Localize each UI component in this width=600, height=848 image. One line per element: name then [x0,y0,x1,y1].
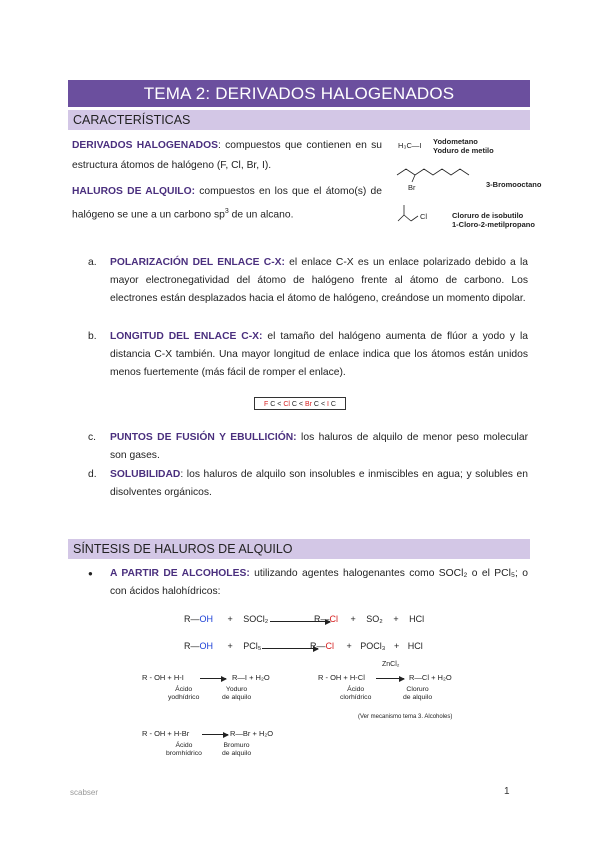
property-text: los haluros de alquilo de menor peso molecular son gases. [110,432,528,461]
list-marker: d. [88,469,97,480]
order-lt2: < [298,401,304,408]
property-solubilidad [88,466,528,502]
page-title: TEMA 2: DERIVADOS HALOGENADOS [68,80,530,107]
bond-length-order [254,397,346,410]
structure-iodomethane-name2: Yoduro de metilo [433,146,494,155]
reaction-socl2 [184,614,268,624]
haluros-paragraph [72,182,382,225]
r2-plus3: + [393,641,400,651]
structure-bromooctane-atom: Br [408,183,416,192]
r2-rhs-r: R— [310,641,326,651]
reaction-pcl5 [184,641,261,651]
structure-isobutyl-name1: Cloruro de isobutilo [452,211,524,220]
page-number: 1 [504,786,510,797]
haluros-text-a: compuestos en los que el átomo(s) de halógeno se une a un carbono sp [72,186,382,221]
r1-p2: HCl [409,614,425,624]
synthesis-term: A PARTIR DE ALCOHOLES: [110,568,250,579]
r3-prod1: Yoduro [225,686,248,693]
synthesis-text: utilizando agentes halogenantes como SOCl₂ o el PCl₅; o con ácidos halohídricos: [110,568,528,597]
order-br: Br [304,401,312,408]
r1-p1: SO₂ [366,614,383,624]
r1-plus3: + [393,614,399,624]
order-i: I [326,401,329,408]
r4-arrow-icon [376,678,404,679]
r2-lhs-oh: OH [199,641,213,651]
property-text: : los haluros de alquilo son insolubles e inmiscibles en agua; y solubles en disolventes orgánicos. [110,469,528,498]
r3-rhs: R—I + H₂O [232,673,270,682]
list-marker: b. [88,331,97,342]
order-f: F [264,401,269,408]
property-text: el tamaño del halógeno aumenta de flúor a yodo y la distancia C-X también. Una mayor longitud de enlace indica que los átomos están unidos menos fuertemente (más fácil de romper el enlace). [110,331,528,378]
synthesis-alcohols [88,565,528,601]
section-synthesis: SÍNTESIS DE HALUROS DE ALQUILO [68,539,530,559]
list-marker: a. [88,257,97,268]
derivados-text: : compuestos que contienen en su estructura átomos de halógeno (F, Cl, Br, I). [72,140,382,171]
structure-isobutyl-atom: Cl [420,212,428,221]
property-term: LONGITUD DEL ENLACE C-X: [110,331,263,342]
r2-lhs-r: R— [184,641,200,651]
r2-p2: HCl [407,641,423,651]
r4-acid1: Ácido [347,686,365,693]
r4-prod1: Cloruro [406,686,429,693]
r5-prod2: de alquilo [222,750,252,757]
r3-lhs: R - OH + H-I [142,673,184,682]
property-longitud [88,328,528,382]
r4-catalyst: ZnCl₂ [382,661,400,668]
r4-prod2: de alquilo [403,694,433,701]
r1-reagent: SOCl₂ [243,614,269,624]
r4-lhs: R - OH + H-Cl [318,673,365,682]
order-c3: C [313,401,319,408]
structure-iodomethane-name1: Yodometano [433,137,478,146]
r4-rhs: R—Cl + H₂O [409,673,452,682]
r5-lhs: R - OH + H-Br [142,729,190,738]
haluros-term: HALUROS DE ALQUILO: [72,186,196,197]
order-lt1: < [277,401,282,408]
r5-prod1: Bromuro [223,742,250,749]
r3-acid1: Ácido [175,686,193,693]
r2-reagent: PCl₅ [243,641,262,651]
bullet-icon: ● [88,569,93,578]
r4-acid2: clorhídrico [340,694,372,701]
r2-p1: POCl₃ [360,641,386,651]
order-c4: C [330,401,336,408]
structure-iodomethane-formula: H₃C—I [398,141,422,150]
r2-plus1: + [227,641,233,651]
r4-product-label [403,686,432,702]
property-polarizacion [88,254,528,308]
haluros-text-b: de un alcano. [228,209,294,221]
reaction-pcl5-products [310,641,423,651]
order-cl: Cl [283,401,290,408]
order-lt3: < [320,401,326,408]
r1-lhs-oh: OH [199,614,213,624]
list-marker: c. [88,432,97,443]
r1-rhs-r: R— [314,614,330,624]
footer-author: scabser [70,788,99,797]
r5-product-label [222,742,251,758]
r5-arrow-icon [202,734,228,735]
r1-plus1: + [227,614,233,624]
r1-lhs-r: R— [184,614,200,624]
r5-acid2: bromhídrico [166,750,202,757]
r2-plus2: + [346,641,352,651]
section-characteristics: CARACTERÍSTICAS [68,110,530,130]
r3-arrow-icon [200,678,226,679]
r4-note: (Ver mecanismo tema 3. Alcoholes) [358,714,453,720]
r5-acid-label [166,742,202,758]
property-text: el enlace C-X es un enlace polarizado debido a la mayor electronegatividad del átomo de halógeno frente al átomo de carbono. Los electrones están desplazados hacia el átomo de halógeno, creándose un momento dipolar. [110,257,528,304]
structure-isobutyl-name2: 1-Cloro-2-metilpropano [452,220,535,229]
r1-rhs-cl: Cl [329,614,338,624]
r3-acid2: yodhídrico [168,694,200,701]
property-term: PUNTOS DE FUSIÓN Y EBULLICIÓN: [110,432,297,443]
property-term: SOLUBILIDAD [110,469,181,480]
r2-rhs-cl: Cl [325,641,334,651]
property-puntos [88,429,528,465]
derivados-paragraph [72,136,382,176]
structure-bromooctane-name: 3-Bromooctano [486,180,542,189]
haluros-sup: 3 [224,208,229,215]
order-c2: C [291,401,297,408]
r4-acid-label [340,686,371,702]
bromooctane-skeleton-icon [395,165,475,189]
reaction-socl2-products [314,614,424,624]
r3-product-label [222,686,251,702]
property-term: POLARIZACIÓN DEL ENLACE C-X: [110,257,285,268]
r5-rhs: R—Br + H₂O [230,729,274,738]
r5-acid1: Ácido [175,742,193,749]
r3-prod2: de alquilo [222,694,252,701]
derivados-term: DERIVADOS HALOGENADOS [72,140,218,151]
order-c1: C [270,401,276,408]
r3-acid-label [168,686,199,702]
r1-plus2: + [350,614,356,624]
